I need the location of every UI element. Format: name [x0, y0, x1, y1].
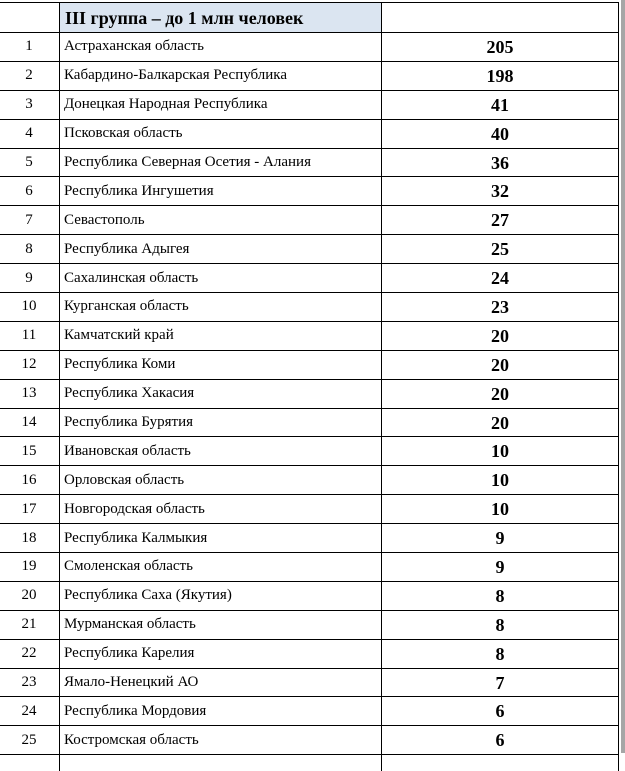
row-value[interactable]: 40: [382, 119, 619, 148]
row-value[interactable]: 205: [382, 33, 619, 62]
table-row-partial: [0, 755, 619, 771]
row-number[interactable]: 23: [0, 668, 60, 697]
table-row: [0, 524, 619, 553]
region-name[interactable]: Донецкая Народная Республика: [60, 90, 382, 119]
region-name[interactable]: Республика Бурятия: [60, 408, 382, 437]
group-header[interactable]: III группа – до 1 млн человек: [60, 3, 382, 33]
region-name[interactable]: Севастополь: [60, 206, 382, 235]
row-value[interactable]: 24: [382, 264, 619, 293]
table-row: [0, 610, 619, 639]
table-row: [0, 293, 619, 322]
empty-cell[interactable]: [60, 755, 382, 771]
row-number[interactable]: 20: [0, 581, 60, 610]
table-row: [0, 321, 619, 350]
table-row: [0, 668, 619, 697]
table-row: [0, 553, 619, 582]
table-row: [0, 466, 619, 495]
row-value[interactable]: 27: [382, 206, 619, 235]
row-number[interactable]: 10: [0, 293, 60, 322]
row-value[interactable]: 10: [382, 466, 619, 495]
window-edge: [621, 0, 625, 753]
region-name[interactable]: Мурманская область: [60, 610, 382, 639]
header-value-cell[interactable]: [382, 3, 619, 33]
row-number[interactable]: 11: [0, 321, 60, 350]
row-value[interactable]: 8: [382, 639, 619, 668]
region-name[interactable]: Кабардино-Балкарская Республика: [60, 61, 382, 90]
region-name[interactable]: Ямало-Ненецкий АО: [60, 668, 382, 697]
region-name[interactable]: Костромская область: [60, 726, 382, 755]
region-name[interactable]: Республика Хакасия: [60, 379, 382, 408]
region-name[interactable]: Астраханская область: [60, 33, 382, 62]
region-name[interactable]: Курганская область: [60, 293, 382, 322]
table-body: [0, 3, 619, 771]
row-value[interactable]: 20: [382, 408, 619, 437]
row-value[interactable]: 20: [382, 321, 619, 350]
row-number[interactable]: 22: [0, 639, 60, 668]
table-row: [0, 350, 619, 379]
table-row: [0, 235, 619, 264]
region-name[interactable]: Новгородская область: [60, 495, 382, 524]
table-row: [0, 639, 619, 668]
region-name[interactable]: Орловская область: [60, 466, 382, 495]
region-name[interactable]: Республика Мордовия: [60, 697, 382, 726]
row-number[interactable]: 8: [0, 235, 60, 264]
table-row: [0, 61, 619, 90]
row-number[interactable]: 21: [0, 610, 60, 639]
table-row: [0, 206, 619, 235]
table-row: [0, 581, 619, 610]
table-row: [0, 33, 619, 62]
row-value[interactable]: 8: [382, 581, 619, 610]
row-number[interactable]: 12: [0, 350, 60, 379]
row-number[interactable]: 17: [0, 495, 60, 524]
row-value[interactable]: 6: [382, 697, 619, 726]
row-number[interactable]: 15: [0, 437, 60, 466]
table-row: [0, 408, 619, 437]
row-number[interactable]: 3: [0, 90, 60, 119]
region-name[interactable]: Псковская область: [60, 119, 382, 148]
row-value[interactable]: 20: [382, 350, 619, 379]
region-name[interactable]: Камчатский край: [60, 321, 382, 350]
table-row: [0, 495, 619, 524]
row-number[interactable]: 7: [0, 206, 60, 235]
region-name[interactable]: Республика Карелия: [60, 639, 382, 668]
empty-cell[interactable]: [382, 755, 619, 771]
table-row: [0, 437, 619, 466]
table-row: [0, 148, 619, 177]
row-number[interactable]: 14: [0, 408, 60, 437]
row-number[interactable]: 13: [0, 379, 60, 408]
ranking-table: [0, 2, 619, 771]
table-row: [0, 264, 619, 293]
row-value[interactable]: 8: [382, 610, 619, 639]
table-row: [0, 697, 619, 726]
row-value[interactable]: 7: [382, 668, 619, 697]
row-number[interactable]: 9: [0, 264, 60, 293]
row-number[interactable]: 24: [0, 697, 60, 726]
region-name[interactable]: Республика Коми: [60, 350, 382, 379]
row-value[interactable]: 36: [382, 148, 619, 177]
region-name[interactable]: Ивановская область: [60, 437, 382, 466]
row-value[interactable]: 32: [382, 177, 619, 206]
row-number[interactable]: 2: [0, 61, 60, 90]
region-name[interactable]: Сахалинская область: [60, 264, 382, 293]
row-number[interactable]: 1: [0, 33, 60, 62]
row-value[interactable]: 9: [382, 553, 619, 582]
row-number[interactable]: 5: [0, 148, 60, 177]
empty-cell[interactable]: [0, 755, 60, 771]
region-name[interactable]: Республика Саха (Якутия): [60, 581, 382, 610]
header-num-cell[interactable]: [0, 3, 60, 33]
row-number[interactable]: 16: [0, 466, 60, 495]
row-number[interactable]: 4: [0, 119, 60, 148]
region-name[interactable]: Республика Северная Осетия - Алания: [60, 148, 382, 177]
row-number[interactable]: 25: [0, 726, 60, 755]
region-name[interactable]: Республика Адыгея: [60, 235, 382, 264]
row-value[interactable]: 198: [382, 61, 619, 90]
row-value[interactable]: 9: [382, 524, 619, 553]
row-value[interactable]: 41: [382, 90, 619, 119]
region-name[interactable]: Республика Ингушетия: [60, 177, 382, 206]
row-value[interactable]: 10: [382, 437, 619, 466]
row-number[interactable]: 19: [0, 553, 60, 582]
group-header-row: [0, 3, 619, 33]
row-value[interactable]: 6: [382, 726, 619, 755]
region-name[interactable]: Смоленская область: [60, 553, 382, 582]
row-value[interactable]: 20: [382, 379, 619, 408]
row-value[interactable]: 25: [382, 235, 619, 264]
row-value[interactable]: 23: [382, 293, 619, 322]
table-row: [0, 119, 619, 148]
table-row: [0, 379, 619, 408]
table-row: [0, 177, 619, 206]
table-row: [0, 90, 619, 119]
table-row: [0, 726, 619, 755]
row-number[interactable]: 6: [0, 177, 60, 206]
region-name[interactable]: Республика Калмыкия: [60, 524, 382, 553]
row-number[interactable]: 18: [0, 524, 60, 553]
row-value[interactable]: 10: [382, 495, 619, 524]
